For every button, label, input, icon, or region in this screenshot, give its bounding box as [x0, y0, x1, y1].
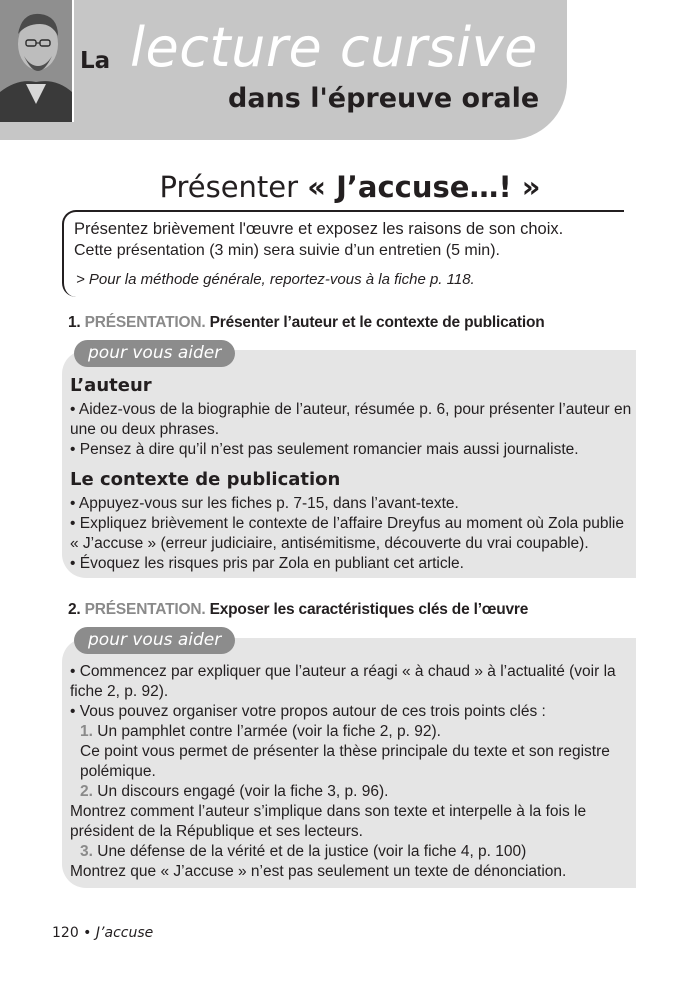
point-3-number: 3.	[80, 843, 93, 860]
point-3	[70, 842, 636, 862]
section-1-heading	[68, 314, 545, 332]
point-3-detail: Montrez que « J’accuse » n’est pas seulement un texte de dénonciation.	[70, 863, 567, 880]
title-work: « J’accuse…! »	[307, 170, 541, 204]
section-1-number: 1.	[68, 314, 81, 331]
context-item-1: • Appuyez-vous sur les fiches p. 7-15, dans l’avant-texte.	[70, 495, 459, 512]
point-2-detail: Montrez comment l’auteur s’implique dans son texte et interpelle à la fois le président de la République et ses lecteurs.	[70, 803, 587, 840]
section-2-heading	[68, 601, 528, 619]
intro-item-1: • Commencez par expliquer que l’auteur a réagi « à chaud » à l’actualité (voir la fiche 2, p. 92).	[70, 663, 616, 700]
section-1-title: Présenter l’auteur et le contexte de publication	[209, 314, 545, 331]
point-1-detail: Ce point vous permet de présenter la thèse principale du texte et son registre polémique.	[80, 743, 610, 780]
section-1-label: PRÉSENTATION.	[84, 314, 206, 331]
section-1-help-pill: pour vous aider	[74, 340, 235, 367]
instruction-line-2: Cette présentation (3 min) sera suivie d’un entretien (5 min).	[74, 242, 500, 259]
section-2-label: PRÉSENTATION.	[84, 601, 206, 618]
point-2	[70, 782, 636, 802]
header-title: lecture cursive	[130, 16, 538, 79]
intro-item-2: • Vous pouvez organiser votre propos autour de ces trois points clés :	[70, 703, 546, 720]
header-banner	[0, 0, 567, 140]
point-2-number: 2.	[80, 783, 93, 800]
header-subtitle: dans l'épreuve orale	[228, 83, 540, 114]
context-heading: Le contexte de publication	[70, 469, 341, 490]
page-title	[0, 170, 700, 204]
context-item-2: • Expliquez brièvement le contexte de l’affaire Dreyfus au moment où Zola publie « J’accuse » (erreur judiciaire, antisémitisme, découverte du vrai coupable).	[70, 515, 624, 552]
section-2-help-pill: pour vous aider	[74, 627, 235, 654]
section-2-number: 2.	[68, 601, 81, 618]
section-1-content	[70, 374, 636, 574]
page-footer	[52, 925, 153, 941]
author-heading: L’auteur	[70, 375, 152, 396]
footer-separator: •	[78, 925, 96, 941]
point-1-number: 1.	[80, 723, 93, 740]
header-la: La	[80, 48, 111, 74]
section-2-content	[70, 662, 636, 882]
context-item-3: • Évoquez les risques pris par Zola en publiant cet article.	[70, 555, 464, 572]
page-number: 120	[52, 925, 79, 941]
instruction-line-1: Présentez brièvement l'œuvre et exposez les raisons de son choix.	[74, 220, 564, 238]
point-1-title: Un pamphlet contre l’armée (voir la fiche 2, p. 92).	[92, 723, 441, 740]
point-3-title: Une défense de la vérité et de la justice (voir la fiche 4, p. 100)	[92, 843, 527, 860]
portrait-figure	[0, 0, 72, 122]
title-prefix: Présenter	[159, 170, 308, 204]
section-2-title: Exposer les caractéristiques clés de l’œuvre	[209, 601, 529, 618]
point-1	[70, 722, 636, 742]
author-portrait	[0, 0, 74, 122]
method-reference: > Pour la méthode générale, reportez-vous à la fiche p. 118.	[76, 271, 475, 288]
footer-work-title: J’accuse	[95, 925, 154, 941]
instructions	[74, 219, 634, 261]
author-item-2: • Pensez à dire qu’il n’est pas seulement romancier mais aussi journaliste.	[70, 441, 579, 458]
author-item-1: • Aidez-vous de la biographie de l’auteur, résumée p. 6, pour présenter l’auteur en une ou deux phrases.	[70, 401, 632, 438]
point-2-title: Un discours engagé (voir la fiche 3, p. 96).	[92, 783, 389, 800]
